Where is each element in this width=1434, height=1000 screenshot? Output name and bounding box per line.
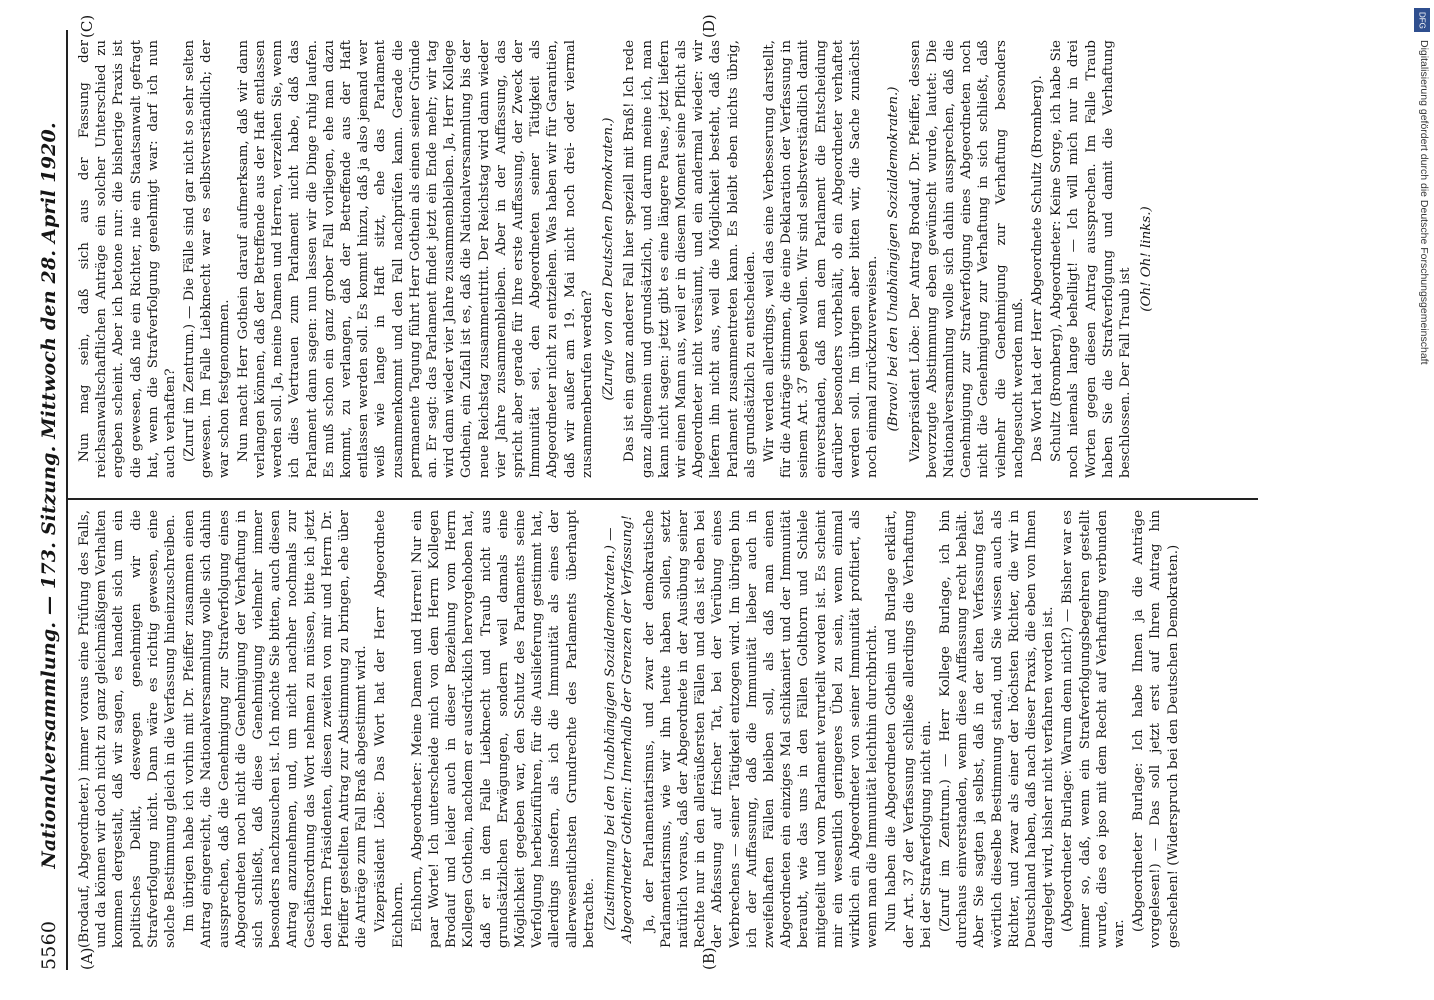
left-column <box>76 510 1336 948</box>
paragraph: Nun haben die Abgeordneten Gothein und Burlage erklärt, der Art. 37 der Verfassung schließe allerdings die Verhaftung bei der Strafverfolgung nicht ein. <box>884 510 934 948</box>
paragraph: (Abgeordneter Burlage: Ich habe Ihnen ja die Anträge vorgelesen!) — Das soll jetzt erst auf Ihren Antrag hin geschehen! (Widerspruch bei den Deutschen Demokraten.) <box>1131 510 1181 948</box>
paragraph: Vizepräsident Löbe: Das Wort hat der Herr Abgeordnete Eichhorn. <box>373 510 406 948</box>
paragraph: Eichhorn, Abgeordneter: Meine Damen und Herren! Nur ein paar Worte! Ich unterscheide mich von dem Herrn Kollegen Brodauf und leider auch in dieser Beziehung vom Herrn Kollegen Gothein, nachdem er ausdrücklich hervorgehoben hat, daß er in dem Falle Liebknecht und Traub nicht aus grundsätzlichen Erwägungen, sondern weil damals eine Möglichkeit gegeben war, den Schutz des Parlaments seine Verfolgung herbeizuführen, für die Auslieferung gestimmt hat, allerdings insofern, als ich die Immunität als eines der allerwesentlichsten Grundrechte des Parlaments überhaupt betrachte. <box>409 510 597 948</box>
paragraph: Schultz (Bromberg), Abgeordneter: Keine Sorge, ich habe Sie noch niemals lange behelligt! — Ich will mich nur in drei Worten gegen diesen Antrag aussprechen. Im Falle Traub haben Sie die Strafverfolgung und damit die Verhaftung beschlossen. Der Fall Traub ist <box>1049 40 1133 478</box>
digitization-note <box>1410 40 1430 730</box>
paragraph: (Abgeordneter Burlage: Warum denn nicht?) — Bisher war es immer so, daß, wenn ein Strafverfolgungsbegehren gestellt wurde, dies eo ipso mit dem Recht auf Verhaftung verbunden war. <box>1060 510 1127 948</box>
paragraph: Das ist ein ganz anderer Fall hier speziell mit Braß! Ich rede ganz allgemein und grundsätzlich, und darum meine ich, man kann nicht sagen: jetzt gibt es eine längere Pause, jetzt liefern wir einen Mann aus, weil er in diesem Moment seine Pflicht als Abgeordneter nicht versäumt, und ein andermal wieder: wir liefern ihn nicht aus, weil die Möglichkeit besteht, daß das Parlament zusammentreten kann. Es bleibt eben nichts übrig, als grundsätzlich zu entscheiden. <box>622 40 758 478</box>
right-column <box>76 40 1336 478</box>
margin-marker-d: (D) <box>700 14 718 38</box>
digitization-note-text: Digitalisierung gefördert durch die Deutsche Forschungsgemeinschaft <box>1418 40 1430 365</box>
interjection: (Zurufe von den Deutschen Demokraten.) <box>601 117 617 401</box>
paragraph: Nun mag sein, daß sich aus der Fassung der reichsanwaltschaftlichen Anträge ein solcher Unterschied zu ergeben scheint. Aber ich betone nur: die bisherige Praxis ist die gewesen, daß nie ein Richter, nie ein Staatsanwalt gefragt hat, wenn die Strafverfolgung genehmigt war: darf ich nun auch verhaften? <box>77 40 179 478</box>
margin-marker-a: (A) <box>78 947 96 970</box>
page-header <box>34 30 64 970</box>
paragraph: Im übrigen habe ich vorhin mit Dr. Pfeiffer zusammen einen Antrag eingereicht, die Nationalversammlung wolle sich dahin aussprechen, daß die Genehmigung zur Strafverfolgung eines Abgeordneten noch nicht die Genehmigung der Verhaftung in sich schließt, daß diese Genehmigung vielmehr immer besonders nachzusuchen ist. Ich möchte Sie bitten, auch diesen Antrag anzunehmen, und, um nicht nachher nochmals zur Geschäftsordnung das Wort nehmen zu müssen, bitte ich jetzt den Herrn Präsidenten, diesen zweiten von mir und Herrn Dr. Pfeiffer gestellten Antrag zur Abstimmung zu bringen, ehe über die Anträge zum Fall Braß abgestimmt wird. <box>182 510 370 948</box>
margin-marker-c: (C) <box>78 14 96 38</box>
paragraph: Nun macht Herr Gothein darauf aufmerksam, daß wir dann verlangen können, daß der Betreffende aus der Haft entlassen werden soll. Ja, meine Damen und Herren, verzeihen Sie, wenn ich dies Vertrauen zum Parlament nicht habe, daß das Parlament dann sagen: nun lassen wir die Dinge ruhig laufen. Es muß schon ein ganz grober Fall vorliegen, ehe man dazu kommt, zu verlangen, daß der Betreffende aus der Haft entlassen werden soll. Es kommt hinzu, daß ja also jemand wer weiß wie lange in Haft sitzt, ehe das Parlament zusammenkommt und den Fall nachprüfen kann. Gerade die permanente Tagung führt Herr Gothein als einen seiner Gründe an. Er sagt: das Parlament findet jetzt ein Ende mehr; wir tag wird dann wieder vier Jahre zusammenbleiben. Ja, Herr Kollege Gothein, ein Zufall ist es, daß die Nationalversammlung bis der neue Reichstag zusammentritt. Der Reichstag wird dann wieder vier Jahre zusammenbleiben. Aber in der Auffassung, das spricht aber gerade für Ihre erste Auffassung, der Zweck der Immunität sei, den Abgeordneten seiner Tätigkeit als Abgeordneter nicht zu entziehen. Was haben wir für Garantien, daß wir außer am 19. Mai nicht noch drei- oder viermal zusammenberufen werden? <box>235 40 595 478</box>
paragraph: (Zuruf im Zentrum.) — Herr Kollege Burlage, ich bin durchaus einverstanden, wenn diese Auffassung recht behält. Aber Sie sagten ja selbst, daß in der alten Verfassung fast wörtlich dieselbe Bestimmung stand, und Sie wissen auch als Richter, und zwar als einer der höchsten Richter, die wir in Deutschland haben, daß nach dieser Praxis, die eben von Ihnen dargelegt wird, bisher nicht verfahren worden ist. <box>937 510 1057 948</box>
paragraph: Wir werden allerdings, weil das eine Verbesserung darstellt, für die Anträge stimmen, die eine Deklaration der Verfassung in seinem Art. 37 geben wollen. Wir sind selbstverständlich damit einverstanden, daß man dem Parlament die Entscheidung darüber besonders vorbehält, ob ein Abgeordneter verhaftet werden soll. Im übrigen aber bitten wir, die Sache zunächst noch einmal zurückzuverweisen. <box>761 40 881 478</box>
header-rule <box>66 30 68 970</box>
paragraph: Ja, der Parlamentarismus, und zwar der demokratische Parlamentarismus, wie wir ihn heute haben sollen, setzt natürlich voraus, daß der Abgeordnete in der Ausübung seiner Rechte nur in den alleräußersten Fällen und das ist eben bei der Abfassung auf frischer Tat, bei der Verübung eines Verbrechens — seiner Tätigkeit entzogen wird. Im übrigen bin ich der Auffassung, daß die Immunität lieber auch in zweifelhaften Fällen bleiben soll, als daß man einen Abgeordneten ein einziges Mal schikaniert und der Immunität beraubt, wie das uns in den Fällen Golthorn und Schiele mitgeteilt und vom Parlament verurteilt worden ist. Es scheint mir ein wesentlich geringeres Übel zu sein, wenn einmal wirklich ein Abgeordneter von seiner Immunität profitiert, als wenn man die Immunität leichthin durchbricht. <box>641 510 881 948</box>
paragraph: (Brodauf, Abgeordneter.) immer voraus eine Prüfung des Falls, und da können wir doch nicht zu ganz gleichmäßigem Verhalten kommen dergestalt, daß wir sagen, es handelt sich um ein politisches Delikt, deswegen genehmigen wir die Strafverfolgung nicht. Dann wäre es richtig gewesen, eine solche Bestimmung gleich in die Verfassung hineinzuschreiben. <box>77 510 179 948</box>
margin-marker-b: (B) <box>700 947 718 970</box>
dfg-logo: DFG <box>1414 8 1430 32</box>
interjection: (Bravo! bei den Unabhängigen Sozialdemokraten.) <box>886 86 902 432</box>
page-running-title: Nationalversammlung. — 173. Sitzung. Mittwoch den 28. April 1920. <box>38 122 60 869</box>
column-divider <box>68 498 1258 500</box>
interjection: (Oh! Oh! links.) <box>1139 206 1155 312</box>
interjection: (Zustimmung bei den Unabhängigen Sozialdemokraten.) — Abgeordneter Gothein: Innerhalb der Grenzen der Verfassung! <box>603 515 636 943</box>
page-number: 5560 <box>38 920 60 970</box>
paragraph: Das Wort hat der Herr Abgeordnete Schultz (Bromberg). <box>1029 75 1045 462</box>
paragraph: (Zuruf im Zentrum.) — Die Fälle sind gar nicht so sehr selten gewesen. Im Falle Liebknecht war es selbstverständlich; der war schon festgenommen. <box>182 40 232 478</box>
paragraph: Vizepräsident Löbe: Der Antrag Brodauf, Dr. Pfeiffer, dessen bevorzugte Abstimmung eben gewünscht wurde, lautet: Die Nationalversammlung wolle sich dahin aussprechen, daß die Genehmigung zur Strafverfolgung eines Abgeordneten noch nicht die Genehmigung zur Verhaftung in sich schließt, daß vielmehr die Genehmigung zur Verhaftung besonders nachgesucht werden muß. <box>907 40 1026 478</box>
